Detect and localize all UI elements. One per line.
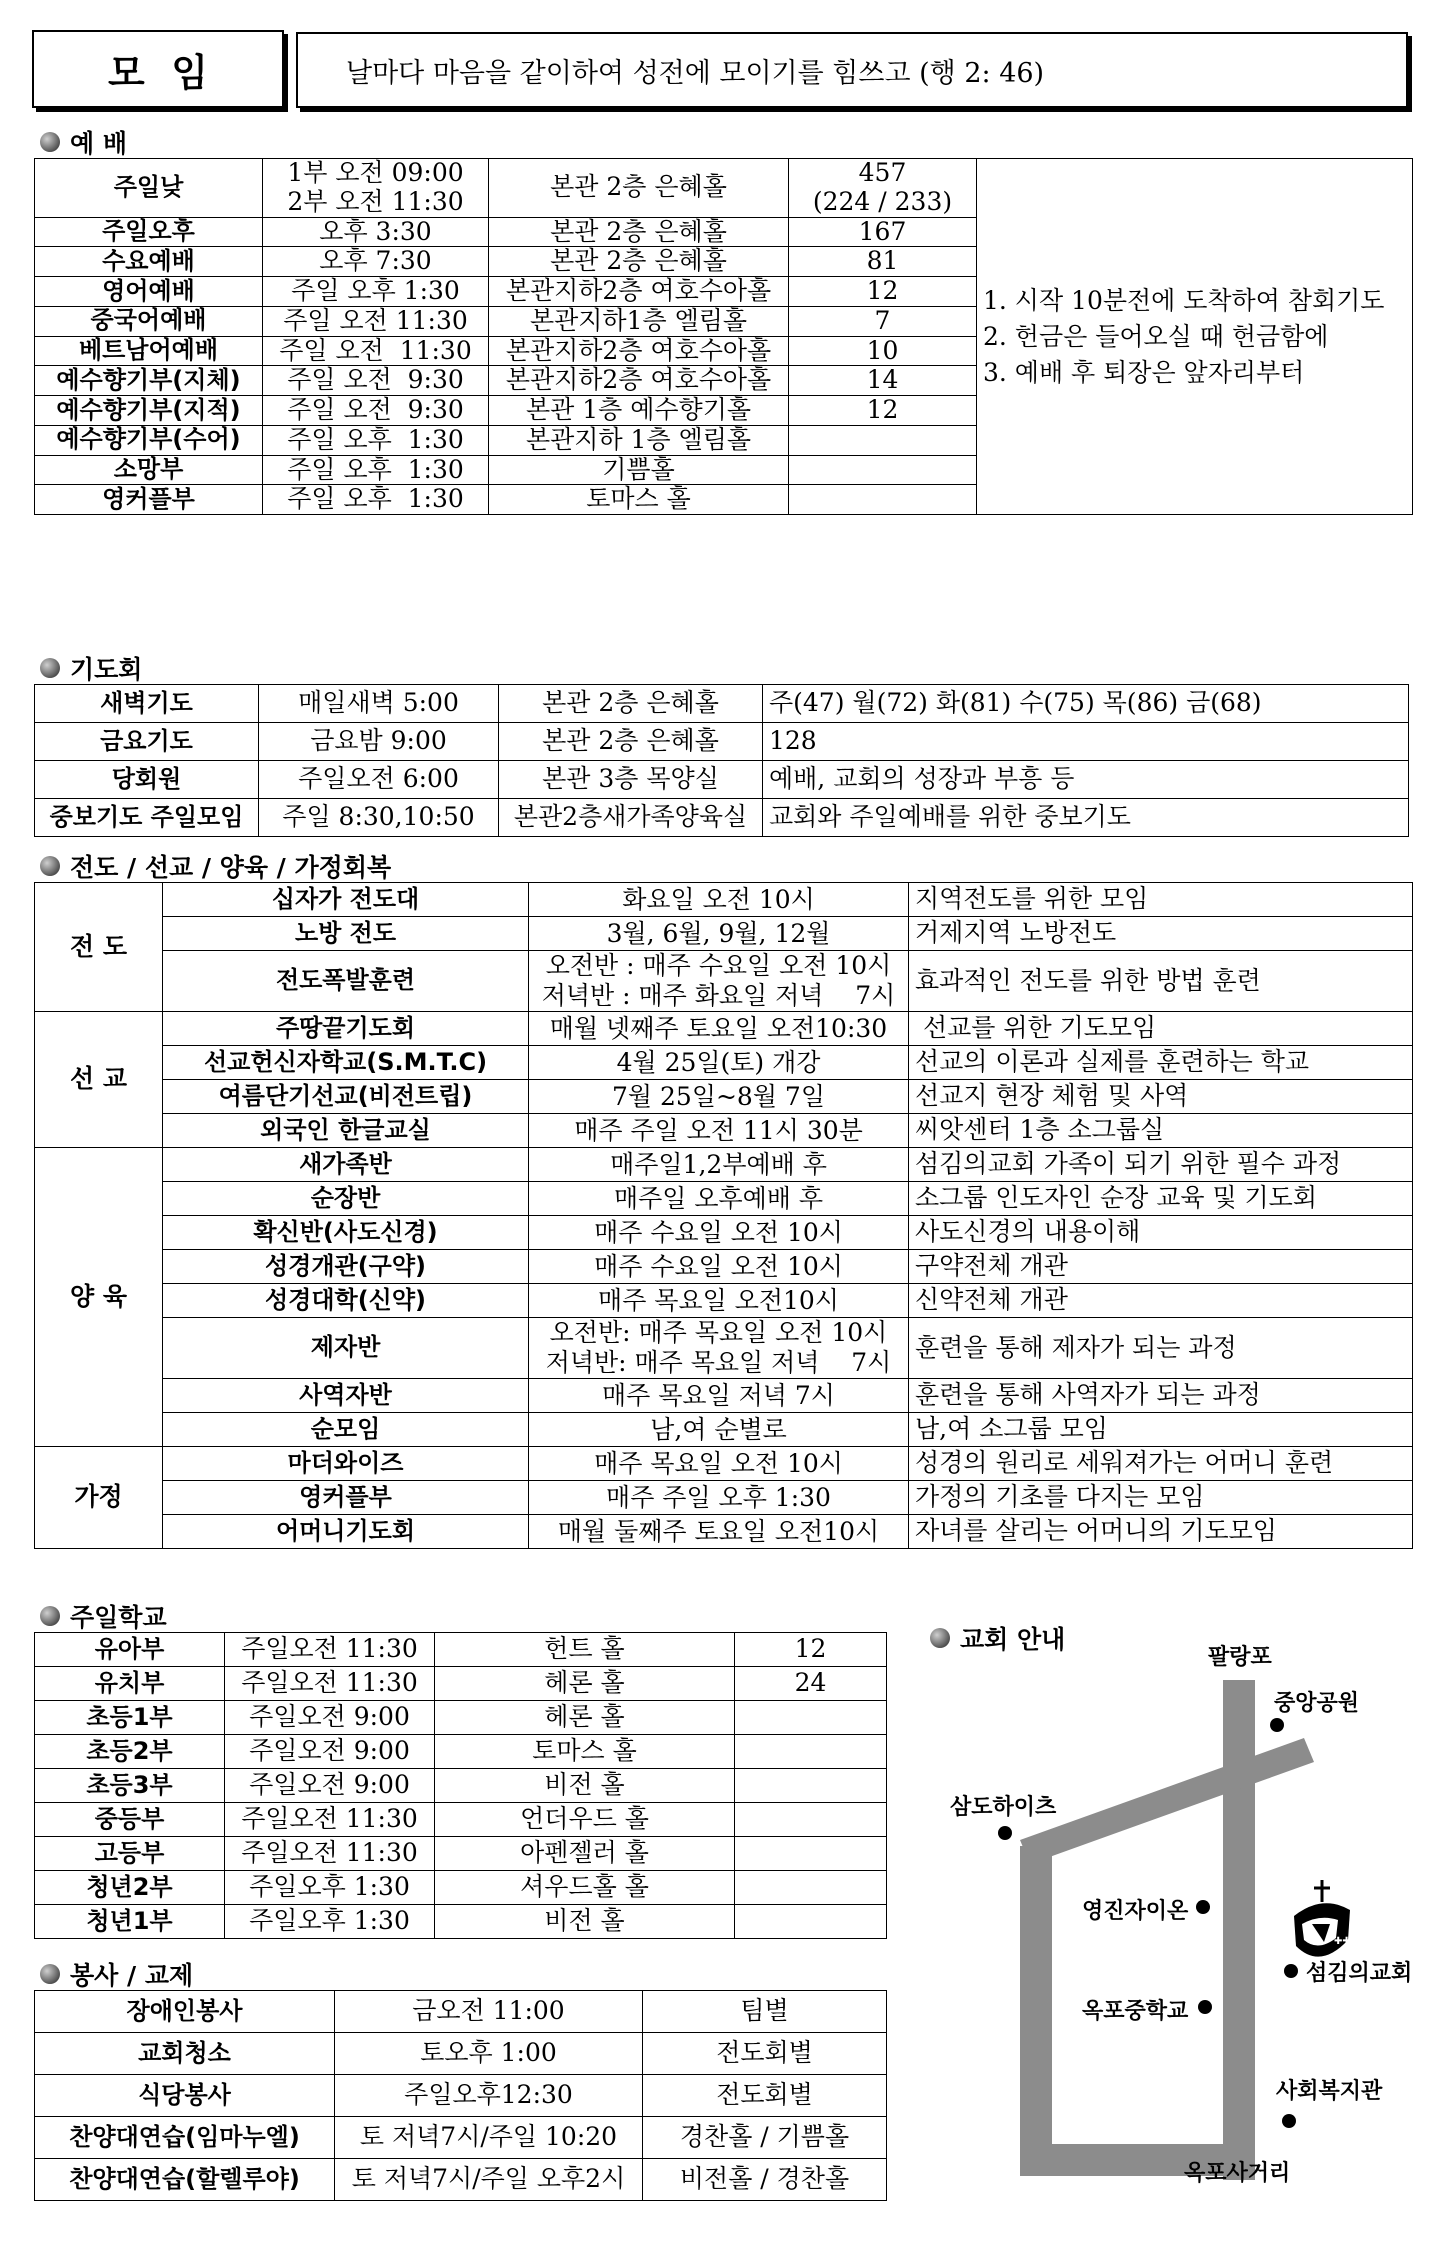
ministry-name: 새가족반: [163, 1148, 529, 1182]
ministry-desc: 선교의 이론과 실제를 훈련하는 학교: [909, 1046, 1413, 1080]
school-name: 유치부: [35, 1667, 225, 1701]
church-map: [940, 1650, 1420, 2210]
worship-count: 81: [789, 247, 977, 277]
ministry-name: 성경대학(신약): [163, 1284, 529, 1318]
school-row: [35, 1667, 887, 1701]
section-heading-service: 봉사 / 교제: [40, 1956, 193, 1992]
ministry-desc: 섬김의교회 가족이 되기 위한 필수 과정: [909, 1148, 1413, 1182]
worship-count: 12: [789, 396, 977, 426]
service-name: 식당봉사: [35, 2075, 335, 2117]
ministry-row: [35, 1515, 1413, 1549]
school-row: [35, 1769, 887, 1803]
service-time: 토 저녁7시/주일 10:20: [335, 2117, 643, 2159]
map-marker-central-park: [1270, 1718, 1284, 1732]
svg-text:✚✚: ✚✚: [1334, 1936, 1351, 1947]
section-heading-ministry: 전도 / 선교 / 양육 / 가정회복: [40, 848, 391, 884]
worship-name: 베트남어예배: [35, 336, 263, 366]
worship-place: 본관지하2층 여호수아홀: [489, 277, 789, 307]
ministry-name: 전도폭발훈련: [163, 951, 529, 1012]
ministry-row: [35, 1114, 1413, 1148]
prayer-place: 본관 2층 은혜홀: [499, 723, 763, 761]
ministry-row: [35, 1447, 1413, 1481]
ministry-name: 순모임: [163, 1413, 529, 1447]
ministry-name: 선교헌신자학교(S.M.T.C): [163, 1046, 529, 1080]
prayer-time: 주일오전 6:00: [259, 761, 499, 799]
ministry-desc: 남,여 소그룹 모임: [909, 1413, 1413, 1447]
school-place: 셔우드홀 홀: [435, 1871, 735, 1905]
school-row: [35, 1701, 887, 1735]
ministry-row: [35, 917, 1413, 951]
prayer-name: 중보기도 주일모임: [35, 799, 259, 837]
ministry-table: [34, 882, 1413, 1549]
school-name: 유아부: [35, 1633, 225, 1667]
bullet-icon: [40, 1964, 60, 1984]
map-marker-samdo: [998, 1826, 1012, 1840]
map-label-palrangpo: 팔랑포: [1208, 1645, 1272, 1670]
bullet-icon: [40, 658, 60, 678]
service-row: [35, 2117, 887, 2159]
ministry-row: [35, 1046, 1413, 1080]
service-group: 비전홀 / 경찬홀: [643, 2159, 887, 2201]
school-time: 주일오전 9:00: [225, 1769, 435, 1803]
ministry-desc: 가정의 기초를 다지는 모임: [909, 1481, 1413, 1515]
school-count: 12: [735, 1633, 887, 1667]
school-place: 헌트 홀: [435, 1633, 735, 1667]
map-marker-church: [1284, 1964, 1298, 1978]
header-title-box: [32, 30, 284, 108]
school-name: 초등1부: [35, 1701, 225, 1735]
ministry-time: 매주일1,2부예배 후: [529, 1148, 909, 1182]
ministry-name: 십자가 전도대: [163, 883, 529, 917]
worship-name: 중국어예배: [35, 306, 263, 336]
school-row: [35, 1905, 887, 1939]
school-name: 중등부: [35, 1803, 225, 1837]
worship-name: 예수향기부(수어): [35, 425, 263, 455]
worship-count: [789, 485, 977, 515]
ministry-desc: 거제지역 노방전도: [909, 917, 1413, 951]
prayer-row: [35, 723, 1409, 761]
ministry-row: [35, 1012, 1413, 1046]
prayer-row: [35, 799, 1409, 837]
worship-count: [789, 425, 977, 455]
ministry-row: [35, 1379, 1413, 1413]
road-left-vertical: [1020, 1846, 1052, 2176]
school-time: 주일오전 9:00: [225, 1701, 435, 1735]
service-name: 찬양대연습(임마누엘): [35, 2117, 335, 2159]
ministry-time: 오전반: 매주 목요일 오전 10시 저녁반: 매주 목요일 저녁 7시: [529, 1318, 909, 1379]
worship-name: 예수향기부(지적): [35, 396, 263, 426]
map-roads: [1020, 1680, 1314, 2180]
prayer-row: [35, 685, 1409, 723]
ministry-name: 노방 전도: [163, 917, 529, 951]
ministry-name: 확신반(사도신경): [163, 1216, 529, 1250]
school-count: [735, 1905, 887, 1939]
map-label-central-park: 중앙공원: [1274, 1691, 1360, 1716]
ministry-time: 화요일 오전 10시: [529, 883, 909, 917]
prayer-place: 본관2층새가족양육실: [499, 799, 763, 837]
prayer-note: 예배, 교회의 성장과 부흥 등: [763, 761, 1409, 799]
prayer-note: 주(47) 월(72) 화(81) 수(75) 목(86) 금(68): [763, 685, 1409, 723]
worship-notes: [977, 159, 1413, 515]
ministry-desc: 성경의 원리로 세워져가는 어머니 훈련: [909, 1447, 1413, 1481]
ministry-name: 어머니기도회: [163, 1515, 529, 1549]
service-row: [35, 2159, 887, 2201]
ministry-time: 3월, 6월, 9월, 12월: [529, 917, 909, 951]
worship-note: 3. 예배 후 퇴장은 앞자리부터: [983, 357, 1305, 387]
map-label-samdo: 삼도하이츠: [950, 1795, 1057, 1820]
prayer-row: [35, 761, 1409, 799]
prayer-name: 당회원: [35, 761, 259, 799]
ministry-time: 매주 목요일 저녁 7시: [529, 1379, 909, 1413]
service-row: [35, 2033, 887, 2075]
map-marker-welfare: [1282, 2114, 1296, 2128]
prayer-time: 매일새벽 5:00: [259, 685, 499, 723]
service-row: [35, 1991, 887, 2033]
worship-count: 167: [789, 217, 977, 247]
worship-time: 오후 7:30: [263, 247, 489, 277]
map-marker-youngjin: [1196, 1900, 1210, 1914]
worship-name: 주일오후: [35, 217, 263, 247]
worship-time: 주일 오후 1:30: [263, 455, 489, 485]
ministry-time: 매월 둘째주 토요일 오전10시: [529, 1515, 909, 1549]
header-verse: 날마다 마음을 같이하여 성전에 모이기를 힘쓰고 (행 2: 46): [346, 57, 1045, 89]
worship-place: 본관 2층 은혜홀: [489, 159, 789, 218]
bullet-icon: [40, 132, 60, 152]
ministry-time: 7월 25일~8월 7일: [529, 1080, 909, 1114]
prayer-place: 본관 2층 은혜홀: [499, 685, 763, 723]
sunday-school-table: [34, 1632, 887, 1939]
ministry-group-label: 전 도: [35, 883, 163, 1012]
school-name: 청년1부: [35, 1905, 225, 1939]
worship-place: 본관지하2층 여호수아홀: [489, 366, 789, 396]
ministry-row: [35, 1318, 1413, 1379]
map-label-okpo-middle: 옥포중학교: [1082, 1999, 1189, 2024]
ministry-desc: 구약전체 개관: [909, 1250, 1413, 1284]
worship-count: 457 (224 / 233): [789, 159, 977, 218]
ministry-time: 오전반 : 매주 수요일 오전 10시 저녁반 : 매주 화요일 저녁 7시: [529, 951, 909, 1012]
service-table: [34, 1990, 887, 2201]
ministry-time: 매주일 오후예배 후: [529, 1182, 909, 1216]
school-name: 초등2부: [35, 1735, 225, 1769]
prayer-place: 본관 3층 목양실: [499, 761, 763, 799]
ministry-time: 매주 목요일 오전10시: [529, 1284, 909, 1318]
section-heading-map: 교회 안내: [930, 1620, 1065, 1656]
worship-time: 주일 오전 9:30: [263, 396, 489, 426]
prayer-note: 교회와 주일예배를 위한 중보기도: [763, 799, 1409, 837]
service-time: 금오전 11:00: [335, 1991, 643, 2033]
worship-time: 주일 오전 9:30: [263, 366, 489, 396]
prayer-name: 새벽기도: [35, 685, 259, 723]
service-time: 토 저녁7시/주일 오후2시: [335, 2159, 643, 2201]
ministry-desc: 선교를 위한 기도모임: [909, 1012, 1413, 1046]
ministry-desc: 선교지 현장 체험 및 사역: [909, 1080, 1413, 1114]
worship-place: 기쁨홀: [489, 455, 789, 485]
ministry-desc: 소그룹 인도자인 순장 교육 및 기도회: [909, 1182, 1413, 1216]
worship-name: 영커플부: [35, 485, 263, 515]
ministry-row: [35, 1250, 1413, 1284]
worship-count: 10: [789, 336, 977, 366]
section-heading-worship: 예 배: [40, 124, 127, 160]
prayer-note: 128: [763, 723, 1409, 761]
ministry-row: [35, 1216, 1413, 1250]
ministry-time: 매주 주일 오후 1:30: [529, 1481, 909, 1515]
school-name: 고등부: [35, 1837, 225, 1871]
service-name: 장애인봉사: [35, 1991, 335, 2033]
ministry-name: 외국인 한글교실: [163, 1114, 529, 1148]
map-label-church: 섬김의교회: [1306, 1961, 1413, 1986]
ministry-row: [35, 1413, 1413, 1447]
church-logo: [1294, 1880, 1351, 1957]
ministry-name: 주땅끝기도회: [163, 1012, 529, 1046]
school-place: 헤론 홀: [435, 1701, 735, 1735]
ministry-row: [35, 1481, 1413, 1515]
ministry-row: [35, 1182, 1413, 1216]
main-road-vertical: [1223, 1680, 1255, 2180]
school-count: [735, 1769, 887, 1803]
ministry-time: 남,여 순별로: [529, 1413, 909, 1447]
school-time: 주일오후 1:30: [225, 1905, 435, 1939]
map-label-okpo-cross: 옥포사거리: [1184, 2161, 1291, 2186]
worship-time: 오후 3:30: [263, 217, 489, 247]
ministry-row: [35, 1148, 1413, 1182]
road-diagonal: [1020, 1738, 1314, 1864]
worship-count: 12: [789, 277, 977, 307]
worship-time: 주일 오전 11:30: [263, 336, 489, 366]
worship-name: 영어예배: [35, 277, 263, 307]
bullet-icon: [40, 1606, 60, 1626]
ministry-name: 제자반: [163, 1318, 529, 1379]
worship-row: [35, 159, 1413, 218]
worship-place: 토마스 홀: [489, 485, 789, 515]
ministry-desc: 신약전체 개관: [909, 1284, 1413, 1318]
school-row: [35, 1803, 887, 1837]
worship-time: 주일 오전 11:30: [263, 306, 489, 336]
school-row: [35, 1735, 887, 1769]
ministry-name: 영커플부: [163, 1481, 529, 1515]
service-group: 전도회별: [643, 2075, 887, 2117]
service-row: [35, 2075, 887, 2117]
map-label-welfare: 사회복지관: [1276, 2079, 1383, 2104]
school-place: 헤론 홀: [435, 1667, 735, 1701]
school-row: [35, 1837, 887, 1871]
ministry-name: 사역자반: [163, 1379, 529, 1413]
ministry-time: 4월 25일(토) 개강: [529, 1046, 909, 1080]
ministry-name: 여름단기선교(비전트립): [163, 1080, 529, 1114]
school-place: 토마스 홀: [435, 1735, 735, 1769]
worship-place: 본관 2층 은혜홀: [489, 217, 789, 247]
service-time: 토오후 1:00: [335, 2033, 643, 2075]
bullet-icon: [930, 1628, 950, 1648]
ministry-row: [35, 1080, 1413, 1114]
worship-place: 본관 2층 은혜홀: [489, 247, 789, 277]
ministry-desc: 자녀를 살리는 어머니의 기도모임: [909, 1515, 1413, 1549]
prayer-time: 주일 8:30,10:50: [259, 799, 499, 837]
worship-place: 본관지하 1층 엘림홀: [489, 425, 789, 455]
worship-place: 본관 1층 예수향기홀: [489, 396, 789, 426]
school-time: 주일오전 11:30: [225, 1667, 435, 1701]
worship-place: 본관지하1층 엘림홀: [489, 306, 789, 336]
ministry-desc: 훈련을 통해 사역자가 되는 과정: [909, 1379, 1413, 1413]
school-place: 아펜젤러 홀: [435, 1837, 735, 1871]
ministry-desc: 훈련을 통해 제자가 되는 과정: [909, 1318, 1413, 1379]
ministry-group-label: 선 교: [35, 1012, 163, 1148]
worship-name: 소망부: [35, 455, 263, 485]
school-time: 주일오후 1:30: [225, 1871, 435, 1905]
school-count: [735, 1837, 887, 1871]
section-heading-prayer: 기도회: [40, 650, 142, 686]
ministry-desc: 지역전도를 위한 모임: [909, 883, 1413, 917]
school-count: [735, 1871, 887, 1905]
prayer-table: [34, 684, 1409, 837]
school-count: [735, 1701, 887, 1735]
ministry-row: [35, 951, 1413, 1012]
bullet-icon: [40, 856, 60, 876]
ministry-group-label: 가정: [35, 1447, 163, 1549]
worship-count: 14: [789, 366, 977, 396]
worship-time: 주일 오후 1:30: [263, 425, 489, 455]
worship-count: 7: [789, 306, 977, 336]
school-count: [735, 1735, 887, 1769]
school-place: 비전 홀: [435, 1769, 735, 1803]
school-time: 주일오전 9:00: [225, 1735, 435, 1769]
worship-count: [789, 455, 977, 485]
service-group: 경찬홀 / 기쁨홀: [643, 2117, 887, 2159]
worship-time: 주일 오후 1:30: [263, 485, 489, 515]
worship-table: [34, 158, 1413, 515]
page-title: 모 임: [108, 50, 208, 95]
header-verse-box: [296, 32, 1408, 108]
ministry-desc: 효과적인 전도를 위한 방법 훈련: [909, 951, 1413, 1012]
school-count: [735, 1803, 887, 1837]
ministry-row: [35, 1284, 1413, 1318]
school-name: 초등3부: [35, 1769, 225, 1803]
school-place: 비전 홀: [435, 1905, 735, 1939]
worship-name: 예수향기부(지체): [35, 366, 263, 396]
service-time: 주일오후12:30: [335, 2075, 643, 2117]
ministry-row: [35, 883, 1413, 917]
section-heading-sunday-school: 주일학교: [40, 1598, 167, 1634]
worship-name: 수요예배: [35, 247, 263, 277]
worship-place: 본관지하2층 여호수아홀: [489, 336, 789, 366]
school-row: [35, 1871, 887, 1905]
ministry-time: 매주 수요일 오전 10시: [529, 1216, 909, 1250]
ministry-time: 매주 수요일 오전 10시: [529, 1250, 909, 1284]
school-time: 주일오전 11:30: [225, 1837, 435, 1871]
ministry-desc: 사도신경의 내용이해: [909, 1216, 1413, 1250]
ministry-time: 매주 주일 오전 11시 30분: [529, 1114, 909, 1148]
service-group: 팀별: [643, 1991, 887, 2033]
worship-time: 주일 오후 1:30: [263, 277, 489, 307]
ministry-group-label: 양 육: [35, 1148, 163, 1447]
map-label-youngjin: 영진자이온: [1082, 1899, 1189, 1924]
ministry-name: 성경개관(구약): [163, 1250, 529, 1284]
service-name: 교회청소: [35, 2033, 335, 2075]
school-time: 주일오전 11:30: [225, 1633, 435, 1667]
map-marker-okpo-middle: [1198, 2000, 1212, 2014]
service-group: 전도회별: [643, 2033, 887, 2075]
worship-name: 주일낮: [35, 159, 263, 218]
school-place: 언더우드 홀: [435, 1803, 735, 1837]
prayer-time: 금요밤 9:00: [259, 723, 499, 761]
ministry-name: 순장반: [163, 1182, 529, 1216]
worship-time: 1부 오전 09:00 2부 오전 11:30: [263, 159, 489, 218]
worship-note: 2. 헌금은 들어오실 때 헌금함에: [983, 321, 1329, 351]
ministry-time: 매주 목요일 오전 10시: [529, 1447, 909, 1481]
school-name: 청년2부: [35, 1871, 225, 1905]
school-row: [35, 1633, 887, 1667]
worship-note: 1. 시작 10분전에 도착하여 참회기도: [983, 285, 1385, 315]
prayer-name: 금요기도: [35, 723, 259, 761]
ministry-time: 매월 넷째주 토요일 오전10:30: [529, 1012, 909, 1046]
service-name: 찬양대연습(할렐루야): [35, 2159, 335, 2201]
ministry-name: 마더와이즈: [163, 1447, 529, 1481]
ministry-desc: 씨앗센터 1층 소그룹실: [909, 1114, 1413, 1148]
school-time: 주일오전 11:30: [225, 1803, 435, 1837]
school-count: 24: [735, 1667, 887, 1701]
